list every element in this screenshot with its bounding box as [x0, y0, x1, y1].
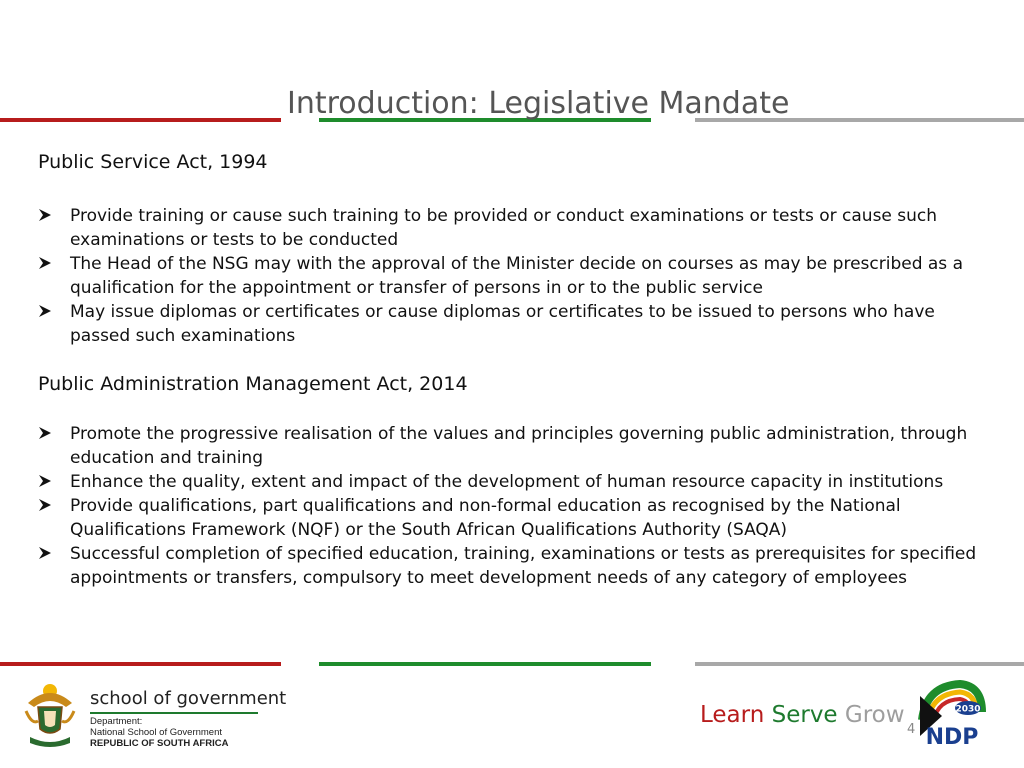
tagline-serve: Serve: [771, 702, 838, 728]
bullet-list-pam-act: [38, 422, 998, 590]
arrow-bullet-icon: [38, 208, 52, 222]
tagline-grow: Grow: [844, 702, 905, 728]
bullet-text: Successful completion of specified education, training, examinations or tests as prerequisites for specified appointments or transfers, compulsory to meet development needs of any category of employees: [70, 544, 977, 588]
arrow-bullet-icon: [38, 304, 52, 318]
bullet-text: Provide qualifications, part qualifications and non-formal education as recognised by the National Qualifications Framework (NQF) or the South African Qualifications Authority (SAQA): [70, 496, 901, 540]
ndp-text: NDP: [925, 725, 979, 750]
bullet-text: Promote the progressive realisation of the values and principles governing public administration, through education and training: [70, 424, 968, 468]
arrow-bullet-icon: [38, 546, 52, 560]
ndp-year: 2030: [955, 704, 981, 715]
ndp-2030-logo: [916, 680, 986, 752]
school-title-underline: [90, 712, 258, 714]
arrow-bullet-icon: [38, 474, 52, 488]
bullet-text: Provide training or cause such training to be provided or conduct examinations or tests or cause such examinations or tests to be conducted: [70, 206, 938, 250]
bottom-bar-grey: [695, 662, 1024, 666]
tagline: [700, 700, 905, 730]
coat-of-arms-logo: [22, 681, 78, 751]
top-bar-red: [0, 118, 281, 122]
slide-title: Introduction: Legislative Mandate: [287, 86, 790, 121]
bottom-bar-green: [319, 662, 651, 666]
country-name: REPUBLIC OF SOUTH AFRICA: [90, 738, 229, 749]
bullet-list-public-service-act: [38, 204, 998, 348]
list-item: [38, 300, 998, 348]
tagline-learn: Learn: [700, 702, 765, 728]
list-item: [38, 252, 998, 300]
list-item: [38, 494, 998, 542]
bullet-text: May issue diplomas or certificates or cause diplomas or certificates to be issued to persons who have passed such examinations: [70, 302, 935, 346]
department-label: Department:: [90, 716, 143, 727]
bottom-bar-red: [0, 662, 281, 666]
school-of-government-title: school of government: [90, 688, 287, 709]
list-item: [38, 422, 998, 470]
arrow-bullet-icon: [38, 256, 52, 270]
section-heading-public-service-act: Public Service Act, 1994: [38, 151, 268, 173]
list-item: [38, 204, 998, 252]
list-item: [38, 470, 998, 494]
arrow-bullet-icon: [38, 498, 52, 512]
page-number: 4: [907, 722, 916, 737]
bullet-text: Enhance the quality, extent and impact of the development of human resource capacity in institutions: [70, 472, 944, 492]
arrow-bullet-icon: [38, 426, 52, 440]
department-name: National School of Government: [90, 727, 223, 738]
list-item: [38, 542, 998, 590]
bullet-text: The Head of the NSG may with the approval of the Minister decide on courses as may be prescribed as a qualification for the appointment or transfer of persons in or to the public service: [70, 254, 963, 298]
section-heading-pam-act: Public Administration Management Act, 2014: [38, 373, 468, 395]
